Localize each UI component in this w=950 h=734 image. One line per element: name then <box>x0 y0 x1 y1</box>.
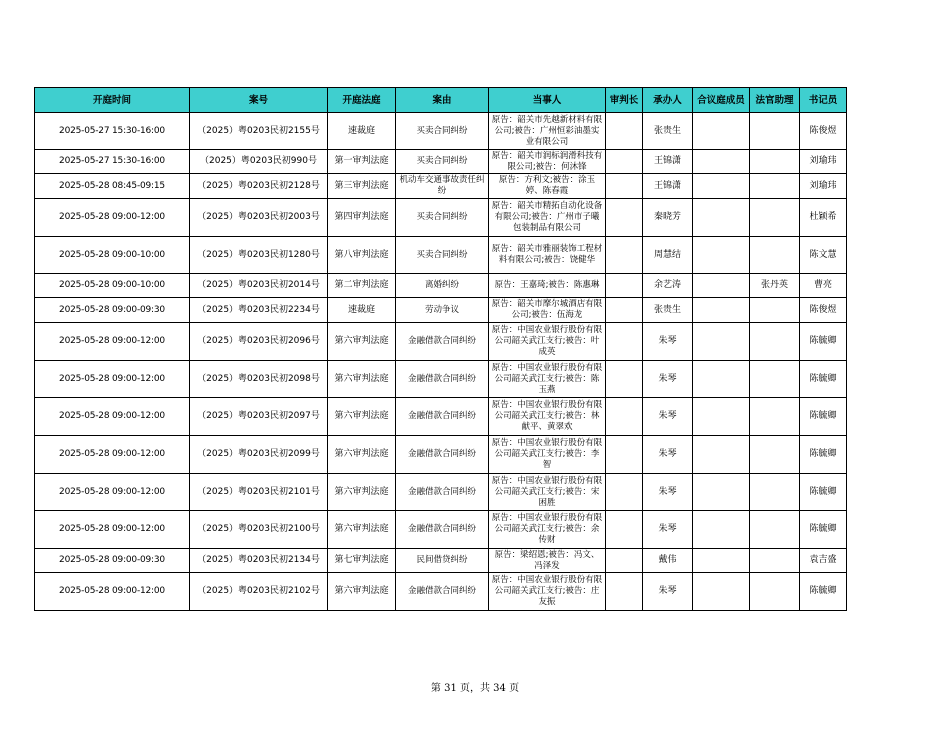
parties-cell: 原告：中国农业银行股份有限公司韶关武江支行;被告：陈玉燕 <box>489 361 606 398</box>
panel-members-cell <box>693 474 750 511</box>
courtroom-cell: 第四审判法庭 <box>328 199 396 237</box>
parties-cell: 原告：梁绍恩;被告：冯文、冯泽发 <box>489 549 606 573</box>
header-hearing-time: 开庭时间 <box>35 88 190 113</box>
handling-judge-cell: 朱琴 <box>643 573 693 611</box>
hearing-time-cell: 2025-05-28 09:00-09:30 <box>35 298 190 323</box>
header-panel-members: 合议庭成员 <box>693 88 750 113</box>
judge-assistant-cell <box>750 237 800 274</box>
hearing-time-cell: 2025-05-27 15:30-16:00 <box>35 113 190 150</box>
panel-members-cell <box>693 323 750 361</box>
presiding-judge-cell <box>606 174 643 199</box>
judge-assistant-cell <box>750 511 800 549</box>
parties-cell: 原告：韶关市雅丽装饰工程材料有限公司;被告：饶健华 <box>489 237 606 274</box>
panel-members-cell <box>693 274 750 298</box>
header-handling-judge: 承办人 <box>643 88 693 113</box>
panel-members-cell <box>693 150 750 174</box>
parties-cell: 原告：韶关市摩尔城酒店有限公司;被告：伍海龙 <box>489 298 606 323</box>
presiding-judge-cell <box>606 237 643 274</box>
courtroom-cell: 第六审判法庭 <box>328 573 396 611</box>
case-number-cell: （2025）粤0203民初2155号 <box>190 113 328 150</box>
parties-cell: 原告：韶关市润标润滑科技有限公司;被告：何沐锋 <box>489 150 606 174</box>
table-row <box>35 274 847 298</box>
handling-judge-cell: 朱琴 <box>643 436 693 474</box>
panel-members-cell <box>693 361 750 398</box>
table-body <box>35 113 847 611</box>
table-row <box>35 549 847 573</box>
table-row <box>35 237 847 274</box>
panel-members-cell <box>693 573 750 611</box>
case-cause-cell: 民间借贷纠纷 <box>396 549 489 573</box>
case-cause-cell: 买卖合同纠纷 <box>396 150 489 174</box>
presiding-judge-cell <box>606 436 643 474</box>
case-number-cell: （2025）粤0203民初2003号 <box>190 199 328 237</box>
header-case-number: 案号 <box>190 88 328 113</box>
parties-cell: 原告：方利文;被告：涂玉婷、陈春霞 <box>489 174 606 199</box>
panel-members-cell <box>693 237 750 274</box>
hearing-time-cell: 2025-05-28 09:00-12:00 <box>35 199 190 237</box>
panel-members-cell <box>693 511 750 549</box>
hearing-time-cell: 2025-05-28 09:00-12:00 <box>35 323 190 361</box>
courtroom-cell: 第一审判法庭 <box>328 150 396 174</box>
table-row <box>35 150 847 174</box>
case-number-cell: （2025）粤0203民初2128号 <box>190 174 328 199</box>
presiding-judge-cell <box>606 474 643 511</box>
parties-cell: 原告：中国农业银行股份有限公司韶关武江支行;被告：李智 <box>489 436 606 474</box>
judge-assistant-cell <box>750 199 800 237</box>
case-number-cell: （2025）粤0203民初1280号 <box>190 237 328 274</box>
case-number-cell: （2025）粤0203民初990号 <box>190 150 328 174</box>
judge-assistant-cell <box>750 549 800 573</box>
panel-members-cell <box>693 199 750 237</box>
case-number-cell: （2025）粤0203民初2097号 <box>190 398 328 436</box>
case-number-cell: （2025）粤0203民初2134号 <box>190 549 328 573</box>
hearing-schedule-table <box>34 87 847 611</box>
presiding-judge-cell <box>606 323 643 361</box>
clerk-cell: 袁吉盛 <box>800 549 847 573</box>
judge-assistant-cell <box>750 113 800 150</box>
judge-assistant-cell <box>750 573 800 611</box>
clerk-cell: 陈毓卿 <box>800 511 847 549</box>
handling-judge-cell: 朱琴 <box>643 361 693 398</box>
judge-assistant-cell <box>750 323 800 361</box>
courtroom-cell: 第六审判法庭 <box>328 361 396 398</box>
presiding-judge-cell <box>606 274 643 298</box>
hearing-time-cell: 2025-05-28 09:00-12:00 <box>35 398 190 436</box>
handling-judge-cell: 朱琴 <box>643 474 693 511</box>
case-number-cell: （2025）粤0203民初2096号 <box>190 323 328 361</box>
case-cause-cell: 买卖合同纠纷 <box>396 199 489 237</box>
clerk-cell: 陈文慧 <box>800 237 847 274</box>
table-row <box>35 573 847 611</box>
case-cause-cell: 金融借款合同纠纷 <box>396 474 489 511</box>
presiding-judge-cell <box>606 573 643 611</box>
handling-judge-cell: 朱琴 <box>643 398 693 436</box>
table-row <box>35 113 847 150</box>
hearing-time-cell: 2025-05-28 09:00-09:30 <box>35 549 190 573</box>
table-row <box>35 436 847 474</box>
clerk-cell: 陈毓卿 <box>800 474 847 511</box>
header-clerk: 书记员 <box>800 88 847 113</box>
parties-cell: 原告：中国农业银行股份有限公司韶关武江支行;被告：宋困胜 <box>489 474 606 511</box>
handling-judge-cell: 戴伟 <box>643 549 693 573</box>
case-cause-cell: 金融借款合同纠纷 <box>396 361 489 398</box>
handling-judge-cell: 张贵生 <box>643 113 693 150</box>
courtroom-cell: 速裁庭 <box>328 298 396 323</box>
case-number-cell: （2025）粤0203民初2102号 <box>190 573 328 611</box>
parties-cell: 原告：中国农业银行股份有限公司韶关武江支行;被告：余传财 <box>489 511 606 549</box>
case-number-cell: （2025）粤0203民初2101号 <box>190 474 328 511</box>
panel-members-cell <box>693 398 750 436</box>
case-cause-cell: 金融借款合同纠纷 <box>396 436 489 474</box>
presiding-judge-cell <box>606 398 643 436</box>
header-parties: 当事人 <box>489 88 606 113</box>
courtroom-cell: 第六审判法庭 <box>328 511 396 549</box>
clerk-cell: 陈毓卿 <box>800 398 847 436</box>
parties-cell: 原告：韶关市先越新材料有限公司;被告：广州恒彩油墨实业有限公司 <box>489 113 606 150</box>
clerk-cell: 陈毓卿 <box>800 323 847 361</box>
clerk-cell: 陈俊煜 <box>800 113 847 150</box>
hearing-time-cell: 2025-05-28 08:45-09:15 <box>35 174 190 199</box>
clerk-cell: 刘瑜玮 <box>800 174 847 199</box>
handling-judge-cell: 张贵生 <box>643 298 693 323</box>
panel-members-cell <box>693 113 750 150</box>
parties-cell: 原告：中国农业银行股份有限公司韶关武江支行;被告：林献平、黄翠欢 <box>489 398 606 436</box>
parties-cell: 原告：中国农业银行股份有限公司韶关武江支行;被告：叶成英 <box>489 323 606 361</box>
judge-assistant-cell <box>750 474 800 511</box>
table-row <box>35 174 847 199</box>
hearing-time-cell: 2025-05-28 09:00-12:00 <box>35 573 190 611</box>
table-row <box>35 474 847 511</box>
presiding-judge-cell <box>606 511 643 549</box>
table-row <box>35 361 847 398</box>
judge-assistant-cell <box>750 361 800 398</box>
handling-judge-cell: 朱琴 <box>643 323 693 361</box>
handling-judge-cell: 王锦潇 <box>643 150 693 174</box>
clerk-cell: 曹亮 <box>800 274 847 298</box>
judge-assistant-cell: 张丹英 <box>750 274 800 298</box>
hearing-time-cell: 2025-05-28 09:00-12:00 <box>35 436 190 474</box>
judge-assistant-cell <box>750 298 800 323</box>
courtroom-cell: 第六审判法庭 <box>328 323 396 361</box>
courtroom-cell: 速裁庭 <box>328 113 396 150</box>
handling-judge-cell: 王锦潇 <box>643 174 693 199</box>
case-number-cell: （2025）粤0203民初2099号 <box>190 436 328 474</box>
judge-assistant-cell <box>750 174 800 199</box>
case-cause-cell: 机动车交通事故责任纠纷 <box>396 174 489 199</box>
case-cause-cell: 金融借款合同纠纷 <box>396 398 489 436</box>
courtroom-cell: 第三审判法庭 <box>328 174 396 199</box>
case-cause-cell: 金融借款合同纠纷 <box>396 323 489 361</box>
hearing-time-cell: 2025-05-28 09:00-10:00 <box>35 237 190 274</box>
case-cause-cell: 买卖合同纠纷 <box>396 237 489 274</box>
clerk-cell: 陈俊煜 <box>800 298 847 323</box>
handling-judge-cell: 朱琴 <box>643 511 693 549</box>
case-cause-cell: 离婚纠纷 <box>396 274 489 298</box>
table-row <box>35 298 847 323</box>
presiding-judge-cell <box>606 298 643 323</box>
parties-cell: 原告：王嘉琦;被告：陈惠琳 <box>489 274 606 298</box>
header-case-cause: 案由 <box>396 88 489 113</box>
presiding-judge-cell <box>606 150 643 174</box>
header-judge-assistant: 法官助理 <box>750 88 800 113</box>
judge-assistant-cell <box>750 436 800 474</box>
judge-assistant-cell <box>750 398 800 436</box>
table-row <box>35 323 847 361</box>
panel-members-cell <box>693 174 750 199</box>
table-row <box>35 398 847 436</box>
parties-cell: 原告：韶关市精拓自动化设备有限公司;被告：广州市子曦包装制品有限公司 <box>489 199 606 237</box>
courtroom-cell: 第七审判法庭 <box>328 549 396 573</box>
courtroom-cell: 第六审判法庭 <box>328 436 396 474</box>
courtroom-cell: 第二审判法庭 <box>328 274 396 298</box>
hearing-time-cell: 2025-05-27 15:30-16:00 <box>35 150 190 174</box>
header-presiding-judge: 审判长 <box>606 88 643 113</box>
panel-members-cell <box>693 298 750 323</box>
panel-members-cell <box>693 549 750 573</box>
header-courtroom: 开庭法庭 <box>328 88 396 113</box>
clerk-cell: 陈毓卿 <box>800 573 847 611</box>
case-cause-cell: 金融借款合同纠纷 <box>396 511 489 549</box>
handling-judge-cell: 余艺涛 <box>643 274 693 298</box>
table-header-row <box>35 88 847 113</box>
page-footer: 第 31 页，共 34 页 <box>430 683 520 694</box>
presiding-judge-cell <box>606 113 643 150</box>
presiding-judge-cell <box>606 549 643 573</box>
case-cause-cell: 买卖合同纠纷 <box>396 113 489 150</box>
panel-members-cell <box>693 436 750 474</box>
courtroom-cell: 第八审判法庭 <box>328 237 396 274</box>
handling-judge-cell: 周慧结 <box>643 237 693 274</box>
table-row <box>35 199 847 237</box>
hearing-time-cell: 2025-05-28 09:00-12:00 <box>35 361 190 398</box>
hearing-time-cell: 2025-05-28 09:00-12:00 <box>35 474 190 511</box>
hearing-time-cell: 2025-05-28 09:00-12:00 <box>35 511 190 549</box>
courtroom-cell: 第六审判法庭 <box>328 398 396 436</box>
presiding-judge-cell <box>606 361 643 398</box>
clerk-cell: 陈毓卿 <box>800 361 847 398</box>
clerk-cell: 陈毓卿 <box>800 436 847 474</box>
clerk-cell: 刘瑜玮 <box>800 150 847 174</box>
case-number-cell: （2025）粤0203民初2100号 <box>190 511 328 549</box>
clerk-cell: 杜颖希 <box>800 199 847 237</box>
case-number-cell: （2025）粤0203民初2234号 <box>190 298 328 323</box>
case-number-cell: （2025）粤0203民初2014号 <box>190 274 328 298</box>
table-row <box>35 511 847 549</box>
case-number-cell: （2025）粤0203民初2098号 <box>190 361 328 398</box>
hearing-time-cell: 2025-05-28 09:00-10:00 <box>35 274 190 298</box>
courtroom-cell: 第六审判法庭 <box>328 474 396 511</box>
parties-cell: 原告：中国农业银行股份有限公司韶关武江支行;被告：庄友振 <box>489 573 606 611</box>
handling-judge-cell: 秦晓芳 <box>643 199 693 237</box>
judge-assistant-cell <box>750 150 800 174</box>
case-cause-cell: 劳动争议 <box>396 298 489 323</box>
presiding-judge-cell <box>606 199 643 237</box>
case-cause-cell: 金融借款合同纠纷 <box>396 573 489 611</box>
